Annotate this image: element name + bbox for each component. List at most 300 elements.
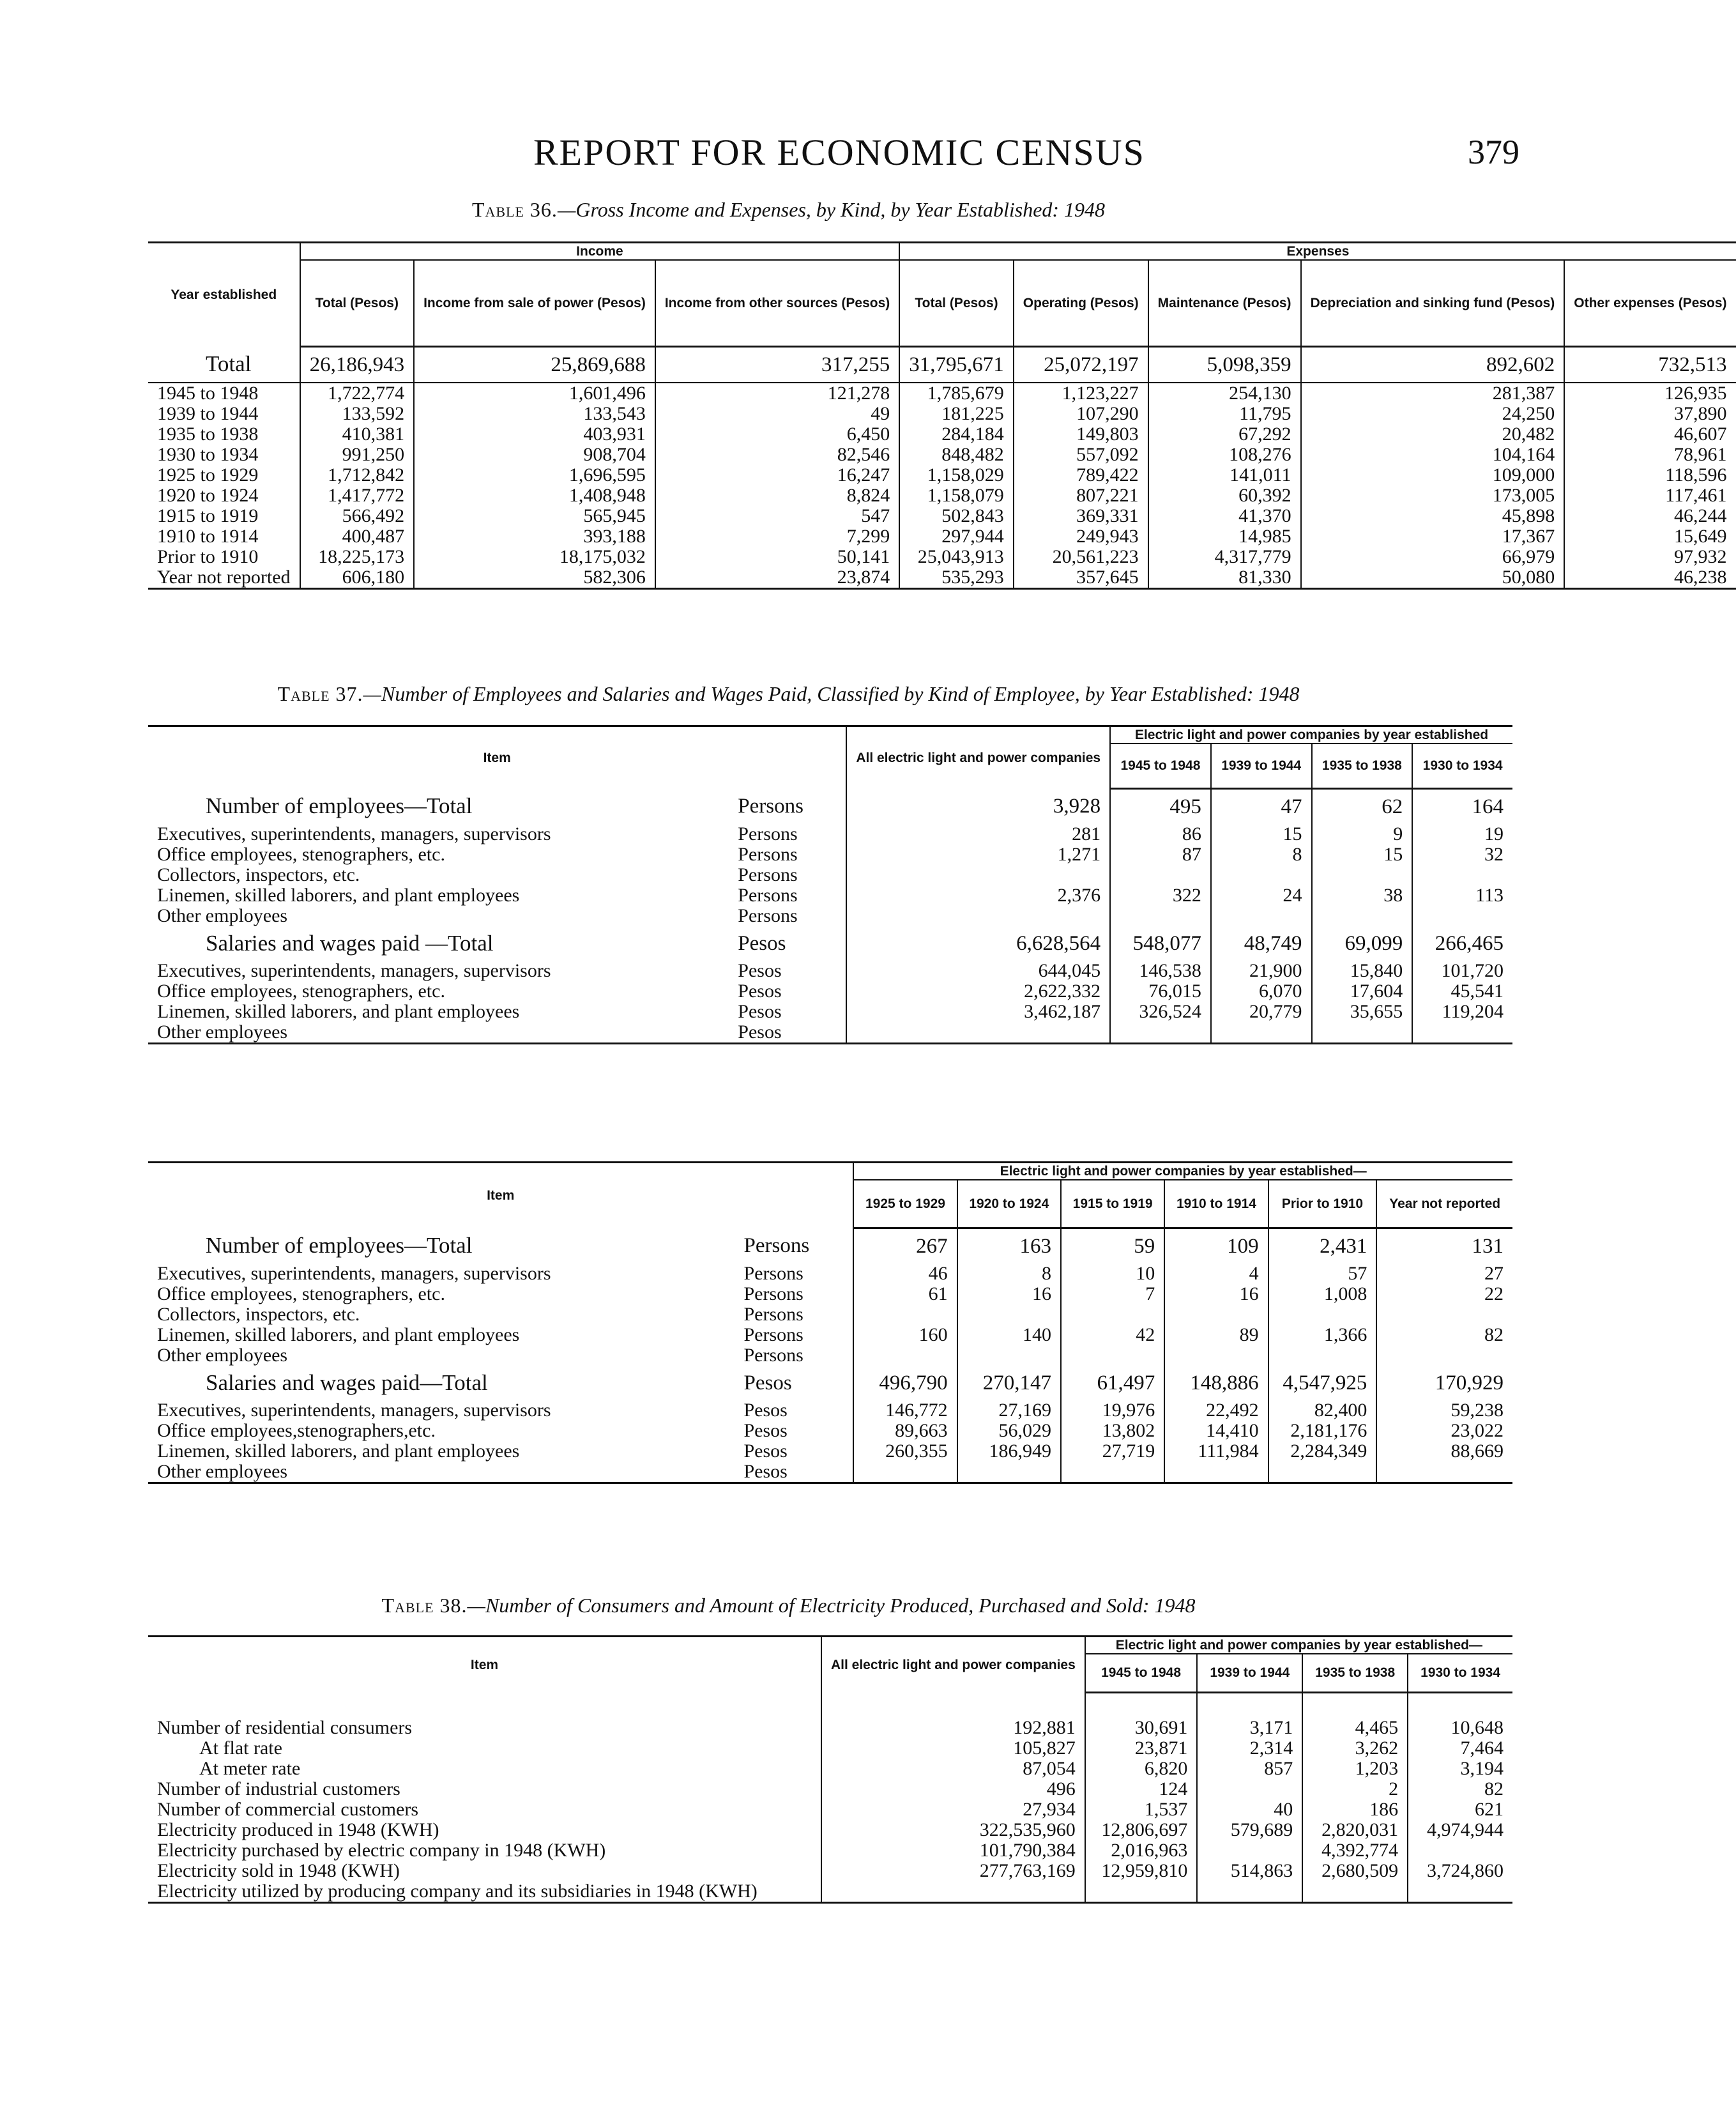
table-cell: 514,863 [1197,1861,1302,1881]
table-cell: 30,691 [1085,1718,1198,1738]
table-cell: 105,827 [821,1738,1085,1759]
column-header: Other expenses (Pesos) [1564,260,1735,346]
table-cell: 26,186,943 [300,346,415,383]
table-cell [1302,1881,1408,1903]
table-cell: 848,482 [899,445,1014,465]
table-cell: 267 [853,1228,957,1264]
table-cell [1164,1304,1268,1325]
column-header: Total (Pesos) [899,260,1014,346]
table-cell: 4,465 [1302,1718,1408,1738]
table-cell: 22 [1376,1284,1512,1304]
row-label: Electricity purchased by electric company in 1948 (KWH) [157,1840,606,1861]
row-label: 1945 to 1948 [157,382,259,404]
table-row [148,506,1736,526]
table-cell [1211,865,1312,885]
table-cell: 17,367 [1301,526,1565,547]
group-header: Electric light and power companies by year established— [1085,1637,1512,1654]
table-cell: 27 [1376,1264,1512,1284]
table-cell: 20,482 [1301,424,1565,445]
table-cell: 6,450 [655,424,899,445]
table-cell: 109,000 [1301,465,1565,485]
row-label: Executives, superintendents, managers, supervisors [157,823,551,844]
table-cell: 535,293 [899,567,1014,589]
table-cell: 21,900 [1211,961,1312,981]
table-cell: 13,802 [1061,1421,1164,1441]
column-header: 1945 to 1948 [1110,744,1211,788]
table-cell: 281,387 [1301,383,1565,404]
table-row [148,1779,1512,1799]
column-header: 1920 to 1924 [957,1180,1061,1228]
table-cell: 1,366 [1268,1325,1377,1345]
table-cell [957,1304,1061,1325]
table-cell: 146,538 [1110,961,1211,981]
table-cell: 19 [1412,824,1512,844]
table-cell: 126,935 [1564,383,1735,404]
table-cell: 25,869,688 [414,346,655,383]
table-cell [1197,1840,1302,1861]
row-label: 1935 to 1938 [157,423,259,445]
row-unit: Persons [738,843,798,865]
table-cell: 566,492 [300,506,415,526]
table-cell: 113 [1412,885,1512,906]
spacer-row [148,1692,1512,1718]
table-cell: 69,099 [1312,926,1413,961]
table-cell: 789,422 [1014,465,1148,485]
table-cell: 88,669 [1376,1441,1512,1462]
table-row [148,465,1736,485]
table-cell: 1,601,496 [414,383,655,404]
table-cell: 23,874 [655,567,899,589]
table-row [148,1759,1512,1779]
table-cell [1268,1462,1377,1483]
table-cell: 148,886 [1164,1366,1268,1400]
table-cell: 557,092 [1014,445,1148,465]
table-cell [1268,1304,1377,1325]
row-label: Office employees, stenographers, etc. [157,843,445,865]
column-header: Maintenance (Pesos) [1148,260,1301,346]
table-36-caption: Table 36.—Gross Income and Expenses, by Kind, by Year Established: 1948 [471,198,1106,221]
table-cell: 322 [1110,885,1211,906]
table-cell: 61 [853,1284,957,1304]
table-cell: 3,724,860 [1408,1861,1512,1881]
table-cell: 5,098,359 [1148,346,1301,383]
row-unit: Pesos [738,931,786,955]
table-row [148,1820,1512,1840]
column-header: Income from sale of power (Pesos) [414,260,655,346]
table-cell: 991,250 [300,445,415,465]
column-header: All electric light and power companies [846,726,1110,789]
table-cell: 146,772 [853,1400,957,1421]
table-cell: 732,513 [1564,346,1735,383]
table-cell: 59,238 [1376,1400,1512,1421]
column-header: 1930 to 1934 [1412,744,1512,788]
table-cell: 117,461 [1564,485,1735,506]
table-row [148,567,1736,589]
table-cell: 1,696,595 [414,465,655,485]
row-label: Year not reported [148,567,300,589]
table-cell: 47 [1211,788,1312,824]
table-cell: 82,546 [655,445,899,465]
table-row [148,981,1512,1002]
table-row [148,1462,1512,1483]
table-cell: 186,949 [957,1441,1061,1462]
table-cell: 46,607 [1564,424,1735,445]
row-unit: Persons [738,794,803,818]
column-header: 1915 to 1919 [1061,1180,1164,1228]
row-label: Other employees [148,1022,734,1044]
table-cell: 87 [1110,844,1211,865]
table-cell: 20,561,223 [1014,547,1148,567]
table-cell [1085,1881,1198,1903]
total-row [148,1366,1512,1400]
table-cell: 23,022 [1376,1421,1512,1441]
row-label: Linemen, skilled laborers, and plant employees [157,1000,520,1022]
table-cell: 807,221 [1014,485,1148,506]
table-cell: 502,843 [899,506,1014,526]
page-number: 379 [1468,133,1519,171]
table-row [148,1325,1512,1345]
spacer-cell [821,1692,1085,1718]
table-cell: 326,524 [1110,1002,1211,1022]
table-cell: 164 [1412,788,1512,824]
table-cell: 25,043,913 [899,547,1014,567]
table-row [148,424,1736,445]
table-cell: 50,080 [1301,567,1565,589]
table-cell: 37,890 [1564,404,1735,424]
table-cell: 124 [1085,1779,1198,1799]
table-cell [1408,1881,1512,1903]
table-cell: 20,779 [1211,1002,1312,1022]
spacer-cell [1302,1692,1408,1718]
table-cell [1408,1840,1512,1861]
table-36 [148,241,1736,590]
table-cell: 892,602 [1301,346,1565,383]
table-row [148,1441,1512,1462]
table-cell [1110,865,1211,885]
table-cell: 621 [1408,1799,1512,1820]
table-cell: 50,141 [655,547,899,567]
table-cell: 266,465 [1412,926,1512,961]
table-row [148,1718,1512,1738]
table-cell: 410,381 [300,424,415,445]
table-38-caption: Table 38.—Number of Consumers and Amount of Electricity Produced, Purchased and Sold: 1948 [381,1594,1196,1617]
table-cell: 76,015 [1110,981,1211,1002]
table-cell: 2,284,349 [1268,1441,1377,1462]
row-label: Number of commercial customers [157,1799,419,1820]
table-cell: 1,722,774 [300,383,415,404]
row-label: Number of industrial customers [157,1778,400,1799]
table-cell: 4,317,779 [1148,547,1301,567]
table-cell: 56,029 [957,1421,1061,1441]
table-cell [1110,1022,1211,1044]
row-unit: Persons [738,864,798,885]
table-cell [1412,906,1512,926]
table-cell: 260,355 [853,1441,957,1462]
table-cell [1211,906,1312,926]
table-cell [1061,1304,1164,1325]
table-cell [1164,1345,1268,1366]
column-header: 1935 to 1938 [1302,1654,1408,1692]
spacer-cell [1197,1692,1302,1718]
table-cell: 23,871 [1085,1738,1198,1759]
group-header: Electric light and power companies by year established— [853,1163,1512,1180]
table-cell: 322,535,960 [821,1820,1085,1840]
table-cell: 1,123,227 [1014,383,1148,404]
table-cell: 78,961 [1564,445,1735,465]
column-header: Prior to 1910 [1268,1180,1377,1228]
row-label: Other employees [157,905,288,926]
row-label: Linemen, skilled laborers, and plant employees [157,1324,520,1345]
table-cell [846,906,1110,926]
table-cell: 400,487 [300,526,415,547]
row-label: 1915 to 1919 [157,505,259,526]
table-cell: 12,806,697 [1085,1820,1198,1840]
row-unit: Persons [738,884,798,906]
table-row [148,1284,1512,1304]
table-cell: 9 [1312,824,1413,844]
column-header: All electric light and power companies [821,1637,1085,1693]
table-cell: 16 [1164,1284,1268,1304]
table-row [148,1400,1512,1421]
table-cell: 496,790 [853,1366,957,1400]
table-cell: 87,054 [821,1759,1085,1779]
row-label: Executives, superintendents, managers, supervisors [157,1262,551,1284]
table-cell: 4 [1164,1264,1268,1284]
table-cell: 6,070 [1211,981,1312,1002]
column-header: 1939 to 1944 [1197,1654,1302,1692]
table-cell: 149,803 [1014,424,1148,445]
table-cell: 908,704 [414,445,655,465]
table-cell [1197,1779,1302,1799]
table-cell: 48,749 [1211,926,1312,961]
table-cell: 119,204 [1412,1002,1512,1022]
table-cell [1312,865,1413,885]
table-cell: 3,194 [1408,1759,1512,1779]
table-cell [1164,1462,1268,1483]
table-cell: 27,934 [821,1799,1085,1820]
table-cell: 42 [1061,1325,1164,1345]
table-cell: 6,820 [1085,1759,1198,1779]
table-cell: 141,011 [1148,465,1301,485]
table-row [148,1022,1512,1044]
table-cell: 284,184 [899,424,1014,445]
table-row [148,1304,1512,1325]
table-cell: 107,290 [1014,404,1148,424]
table-cell: 3,462,187 [846,1002,1110,1022]
row-unit: Pesos [738,959,782,981]
table-cell: 89,663 [853,1421,957,1441]
table-row [148,1861,1512,1881]
row-label: Electricity produced in 1948 (KWH) [157,1819,439,1840]
table-cell: 121,278 [655,383,899,404]
table-cell: 59 [1061,1228,1164,1264]
row-label: Electricity utilized by producing company and its subsidiaries in 1948 (KWH) [148,1881,821,1903]
table-cell: 46,244 [1564,506,1735,526]
table-row [148,961,1512,981]
table-cell: 109 [1164,1228,1268,1264]
table-37-part-2 [148,1161,1512,1484]
table-row [148,526,1736,547]
table-cell: 133,543 [414,404,655,424]
table-37-caption: Table 37.—Number of Employees and Salaries and Wages Paid, Classified by Kind of Employee, by Year Established: 1948 [277,682,1300,705]
table-cell: 1,417,772 [300,485,415,506]
table-cell: 277,763,169 [821,1861,1085,1881]
table-row [148,844,1512,865]
table-cell: 66,979 [1301,547,1565,567]
table-cell [1376,1304,1512,1325]
table-row [148,1799,1512,1820]
table-cell: 1,537 [1085,1799,1198,1820]
table-cell: 81,330 [1148,567,1301,589]
table-cell: 495 [1110,788,1211,824]
table-row [148,547,1736,567]
column-header: 1945 to 1948 [1085,1654,1198,1692]
table-cell: 2,622,332 [846,981,1110,1002]
table-cell: 12,959,810 [1085,1861,1198,1881]
row-label: Office employees, stenographers, etc. [157,980,445,1002]
row-label: At flat rate [199,1738,282,1759]
row-unit: Pesos [743,1440,788,1462]
row-label: Number of employees—Total [206,1232,473,1258]
table-cell: 270,147 [957,1366,1061,1400]
table-cell: 1,158,029 [899,465,1014,485]
column-header: Depreciation and sinking fund (Pesos) [1301,260,1565,346]
table-cell: 140 [957,1325,1061,1345]
table-cell: 49 [655,404,899,424]
table-cell: 8,824 [655,485,899,506]
row-label: Executives, superintendents, managers, supervisors [157,959,551,981]
column-header: Total (Pesos) [300,260,415,346]
page-header [0,131,1577,182]
table-cell: 41,370 [1148,506,1301,526]
row-unit: Persons [738,823,798,844]
table-cell: 108,276 [1148,445,1301,465]
table-cell: 14,985 [1148,526,1301,547]
group-header-expenses: Expenses [899,243,1735,261]
row-unit: Pesos [738,980,782,1002]
table-cell: 27,719 [1061,1441,1164,1462]
row-unit: Pesos [738,1000,782,1022]
table-cell [853,1462,957,1483]
table-37-part-1 [148,725,1512,1044]
row-label: Collectors, inspectors, etc. [157,864,360,885]
table-cell: 1,008 [1268,1284,1377,1304]
column-header: Operating (Pesos) [1014,260,1148,346]
table-cell: 1,271 [846,844,1110,865]
table-cell: 2,680,509 [1302,1861,1408,1881]
column-header: 1939 to 1944 [1211,744,1312,788]
page-title: REPORT FOR ECONOMIC CENSUS [533,132,1145,173]
table-cell: 160 [853,1325,957,1345]
table-cell: 4,974,944 [1408,1820,1512,1840]
row-label: Office employees, stenographers, etc. [157,1283,445,1304]
row-label: Collectors, inspectors, etc. [157,1303,360,1325]
row-label: Office employees,stenographers,etc. [157,1419,436,1441]
table-row [148,1002,1512,1022]
table-cell: 62 [1312,788,1413,824]
table-cell [1197,1881,1302,1903]
table-row [148,1881,1512,1903]
table-cell: 15 [1211,824,1312,844]
column-header: Year established [148,243,300,347]
table-cell [853,1345,957,1366]
table-cell: 170,929 [1376,1366,1512,1400]
total-row [148,346,1736,383]
spacer-cell [148,1692,821,1718]
table-cell: 7,299 [655,526,899,547]
table-cell: 579,689 [1197,1820,1302,1840]
table-cell: 18,225,173 [300,547,415,567]
table-cell: 15,840 [1312,961,1413,981]
row-label: 1910 to 1914 [157,525,259,547]
table-cell: 369,331 [1014,506,1148,526]
total-row [148,788,1512,824]
table-row [148,445,1736,465]
row-unit: Persons [738,905,798,926]
table-cell: 548,077 [1110,926,1211,961]
spacer-cell [1408,1692,1512,1718]
table-cell [1376,1462,1512,1483]
table-cell: 118,596 [1564,465,1735,485]
table-cell: 186 [1302,1799,1408,1820]
table-cell: 582,306 [414,567,655,589]
table-row [148,1345,1512,1366]
table-cell: 496 [821,1779,1085,1799]
table-cell: 46 [853,1264,957,1284]
table-cell: 2,431 [1268,1228,1377,1264]
table-cell: 281 [846,824,1110,844]
column-header: 1925 to 1929 [853,1180,957,1228]
table-cell: 2,314 [1197,1738,1302,1759]
row-label: Number of employees—Total [206,793,473,818]
table-row [148,1840,1512,1861]
row-label: At meter rate [199,1758,301,1779]
table-cell: 111,984 [1164,1441,1268,1462]
table-cell [1412,865,1512,885]
table-cell [1211,1022,1312,1044]
table-cell: 4,547,925 [1268,1366,1377,1400]
table-cell: 60,392 [1148,485,1301,506]
table-cell: 14,410 [1164,1421,1268,1441]
row-label: Other employees [157,1344,288,1366]
table-cell: 192,881 [821,1718,1085,1738]
table-cell: 104,164 [1301,445,1565,465]
table-cell [1061,1462,1164,1483]
group-header-income: Income [300,243,900,261]
table-cell: 403,931 [414,424,655,445]
table-cell: 16,247 [655,465,899,485]
row-label: Electricity sold in 1948 (KWH) [157,1860,400,1881]
table-cell: 7 [1061,1284,1164,1304]
table-cell: 131 [1376,1228,1512,1264]
row-unit: Persons [743,1303,803,1325]
table-cell: 31,795,671 [899,346,1014,383]
row-label: 1925 to 1929 [157,464,259,485]
column-header: Item [148,726,846,789]
table-row [148,1421,1512,1441]
table-cell: 15,649 [1564,526,1735,547]
row-unit: Pesos [743,1371,792,1394]
row-unit: Pesos [734,1022,846,1044]
column-header: 1935 to 1938 [1312,744,1413,788]
table-cell: 606,180 [300,567,415,589]
table-row [148,1738,1512,1759]
column-header: Income from other sources (Pesos) [655,260,899,346]
table-row [148,865,1512,885]
table-cell: 249,943 [1014,526,1148,547]
column-header: 1910 to 1914 [1164,1180,1268,1228]
table-cell: 857 [1197,1759,1302,1779]
